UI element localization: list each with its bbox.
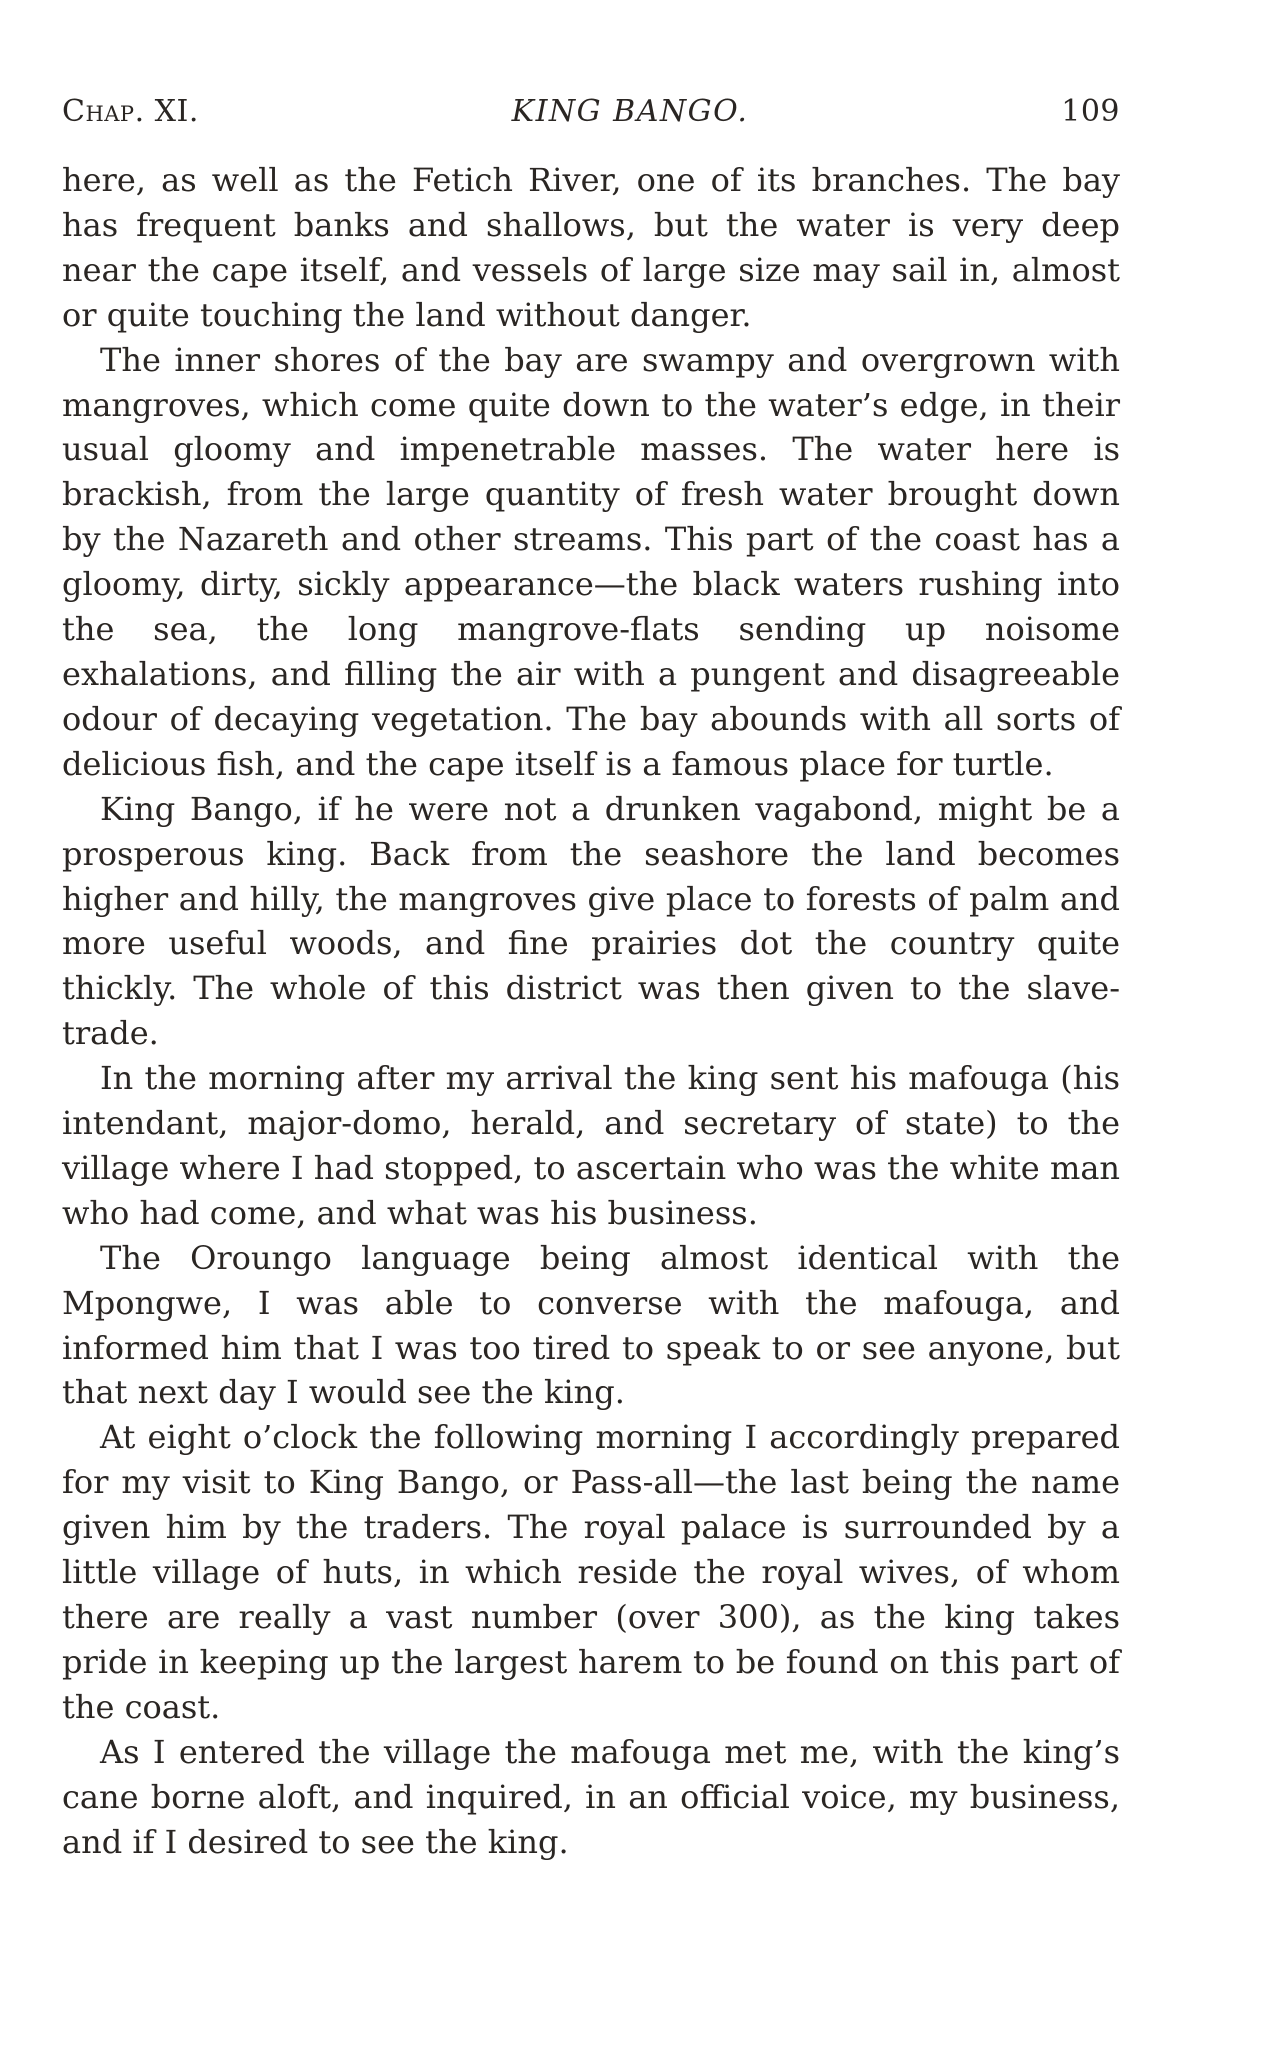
running-header [62,92,1120,132]
paragraph-oroungo-language: The Oroungo language being almost identical with the Mpongwe, I was able to converse with the mafouga, and informed him that I was too tired to speak to or see anyone, but that next day I would see the king. [62,1238,1120,1412]
book-page [62,92,1120,1864]
chapter-title: KING BANGO. [511,94,749,129]
page-number: 109 [1061,94,1120,129]
paragraph-eight-oclock: At eight o’clock the following morning I accordingly prepared for my visit to King Bango, or Pass-all—the last being the name given him by the traders. The royal palace is surrounded by a little village of huts, in which reside the royal wives, of whom there are really a vast number (over 300), as the king takes pride in keeping up the largest harem to be found on this part of the coast. [62,1418,1120,1726]
paragraph-king-bango: King Bango, if he were not a drunken vagabond, might be a prosperous king. Back from the seashore the land becomes higher and hilly, the mangroves give place to forests of palm and more useful woods, and fine prairies dot the country quite thickly. The whole of this district was then given to the slave-trade. [62,789,1120,1053]
body-text [62,158,1120,1864]
paragraph-inner-shores: The inner shores of the bay are swampy and overgrown with mangroves, which come quite down to the water’s edge, in their usual gloomy and impenetrable masses. The water here is brackish, from the large quantity of fresh water brought down by the Nazareth and other streams. This part of the coast has a gloomy, dirty, sickly appearance—the black waters rushing into the sea, the long mangrove-flats sending up noisome exhalations, and filling the air with a pungent and disagreeable odour of decaying vegetation. The bay abounds with all sorts of delicious fish, and the cape itself is a famous place for turtle. [62,340,1120,783]
chapter-label: Chap. XI. [62,94,199,129]
paragraph-entered-village: As I entered the village the mafouga met me, with the king’s cane borne aloft, and inquired, in an official voice, my business, and if I desired to see the king. [62,1732,1120,1861]
paragraph-continuation: here, as well as the Fetich River, one of its branches. The bay has frequent banks and shallows, but the water is very deep near the cape itself, and vessels of large size may sail in, almost or quite touching the land without danger. [62,161,1120,334]
paragraph-morning-arrival: In the morning after my arrival the king sent his mafouga (his intendant, major-domo, herald, and secretary of state) to the village where I had stopped, to ascertain who was the white man who had come, and what was his business. [62,1059,1120,1232]
